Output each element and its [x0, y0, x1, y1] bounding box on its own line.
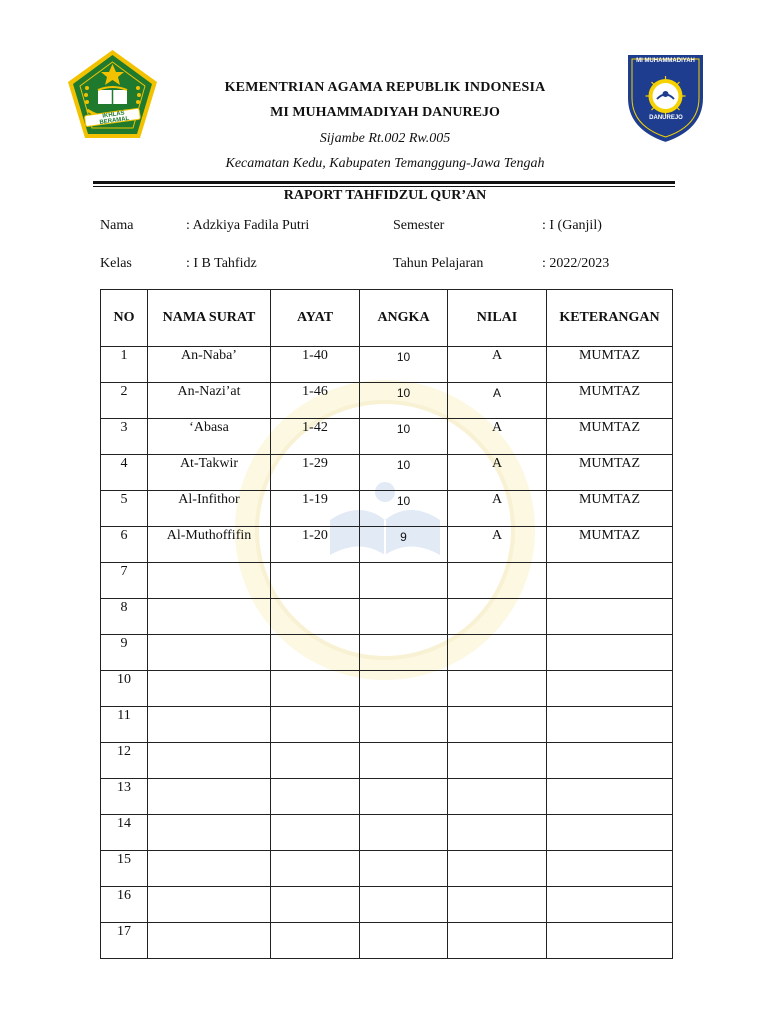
table-row [101, 743, 673, 779]
cell-nilai: A [448, 455, 547, 491]
nama-value: : Adzkiya Fadila Putri [186, 218, 310, 233]
cell-nilai [448, 779, 547, 815]
cell-nilai [448, 887, 547, 923]
cell-ayat [271, 707, 360, 743]
cell-ayat [271, 635, 360, 671]
tahun-label: Tahun Pelajaran [393, 256, 484, 271]
cell-ayat: 1-40 [271, 347, 360, 383]
cell-keterangan: MUMTAZ [547, 491, 673, 527]
table-row [101, 887, 673, 923]
table-row [101, 779, 673, 815]
cell-angka [360, 563, 448, 599]
table-row [101, 599, 673, 635]
cell-angka: 10 [360, 383, 448, 419]
table-row [101, 815, 673, 851]
cell-angka [360, 635, 448, 671]
cell-nama-surat: An-Naba’ [148, 347, 271, 383]
cell-nama-surat [148, 671, 271, 707]
cell-keterangan: MUMTAZ [547, 455, 673, 491]
cell-nilai [448, 743, 547, 779]
cell-nilai [448, 599, 547, 635]
mi-muhammadiyah-logo-icon [623, 46, 708, 146]
cell-nama-surat: At-Takwir [148, 455, 271, 491]
cell-no: 5 [101, 491, 148, 527]
header-ayat: AYAT [271, 290, 360, 347]
cell-nama-surat: Al-Infithor [148, 491, 271, 527]
cell-nama-surat [148, 563, 271, 599]
cell-angka [360, 671, 448, 707]
cell-ayat [271, 563, 360, 599]
cell-nama-surat [148, 599, 271, 635]
cell-nama-surat [148, 743, 271, 779]
cell-ayat [271, 743, 360, 779]
cell-angka: 9 [360, 527, 448, 563]
cell-keterangan [547, 779, 673, 815]
cell-nilai: A [448, 491, 547, 527]
cell-ayat [271, 671, 360, 707]
cell-nama-surat [148, 707, 271, 743]
cell-no: 11 [101, 707, 148, 743]
cell-ayat [271, 599, 360, 635]
cell-nilai [448, 563, 547, 599]
nama-label: Nama [100, 218, 134, 233]
cell-no: 9 [101, 635, 148, 671]
table-row [101, 851, 673, 887]
cell-no: 6 [101, 527, 148, 563]
logo-banner-text: IKHLAS BERAMAL [99, 110, 130, 127]
table-row [101, 455, 673, 491]
table-row [101, 923, 673, 959]
cell-nama-surat [148, 815, 271, 851]
cell-ayat [271, 923, 360, 959]
cell-ayat [271, 851, 360, 887]
cell-no: 10 [101, 671, 148, 707]
cell-ayat: 1-29 [271, 455, 360, 491]
semester-label: Semester [393, 218, 445, 233]
cell-nilai: A [448, 527, 547, 563]
kelas-value: : I B Tahfidz [186, 256, 257, 271]
logo-top-text: MI MUHAMMADIYAH [636, 58, 695, 64]
cell-angka: 10 [360, 347, 448, 383]
kelas-label: Kelas [100, 256, 132, 271]
cell-ayat [271, 887, 360, 923]
header-no: NO [101, 290, 148, 347]
cell-nilai [448, 635, 547, 671]
cell-nilai: A [448, 419, 547, 455]
cell-angka [360, 851, 448, 887]
cell-nilai: A [448, 347, 547, 383]
cell-keterangan [547, 635, 673, 671]
cell-keterangan [547, 671, 673, 707]
table-row [101, 671, 673, 707]
cell-angka [360, 599, 448, 635]
cell-nama-surat: Al-Muthoffifin [148, 527, 271, 563]
cell-angka [360, 743, 448, 779]
logo-bottom-text: DANUREJO [649, 115, 683, 121]
cell-angka [360, 923, 448, 959]
table-row [101, 707, 673, 743]
table-row [101, 383, 673, 419]
tahfidz-table [100, 289, 673, 959]
table-row [101, 419, 673, 455]
cell-keterangan [547, 923, 673, 959]
cell-ayat: 1-42 [271, 419, 360, 455]
header-address: Sijambe Rt.002 Rw.005 [319, 131, 451, 146]
cell-angka [360, 707, 448, 743]
cell-ayat: 1-19 [271, 491, 360, 527]
cell-ayat [271, 815, 360, 851]
header-keterangan: KETERANGAN [547, 290, 673, 347]
cell-no: 7 [101, 563, 148, 599]
cell-keterangan [547, 887, 673, 923]
tahun-value: : 2022/2023 [542, 256, 610, 271]
cell-angka [360, 779, 448, 815]
cell-no: 17 [101, 923, 148, 959]
table-row [101, 635, 673, 671]
cell-angka: 10 [360, 491, 448, 527]
semester-value: : I (Ganjil) [542, 218, 602, 233]
kemenag-logo-icon [65, 48, 160, 143]
cell-no: 4 [101, 455, 148, 491]
cell-keterangan: MUMTAZ [547, 527, 673, 563]
cell-angka: 10 [360, 419, 448, 455]
cell-no: 1 [101, 347, 148, 383]
cell-no: 13 [101, 779, 148, 815]
cell-keterangan [547, 563, 673, 599]
cell-keterangan: MUMTAZ [547, 383, 673, 419]
cell-angka [360, 815, 448, 851]
cell-nama-surat [148, 923, 271, 959]
report-title: RAPORT TAHFIDZUL QUR’AN [283, 188, 487, 203]
cell-nilai [448, 851, 547, 887]
cell-keterangan: MUMTAZ [547, 347, 673, 383]
header-divider-thick [93, 181, 675, 184]
cell-keterangan [547, 851, 673, 887]
cell-keterangan [547, 743, 673, 779]
table-row [101, 491, 673, 527]
header-district: Kecamatan Kedu, Kabupaten Temanggung-Jawa Tengah [225, 156, 545, 171]
cell-nama-surat: ‘Abasa [148, 419, 271, 455]
cell-keterangan [547, 599, 673, 635]
header-school: MI MUHAMMADIYAH DANUREJO [270, 105, 500, 120]
cell-no: 12 [101, 743, 148, 779]
cell-no: 8 [101, 599, 148, 635]
cell-nama-surat [148, 635, 271, 671]
cell-no: 16 [101, 887, 148, 923]
header-divider-thin [93, 186, 675, 187]
cell-nilai [448, 707, 547, 743]
header-nilai: NILAI [448, 290, 547, 347]
cell-no: 15 [101, 851, 148, 887]
cell-angka: 10 [360, 455, 448, 491]
table-header-row [101, 290, 673, 347]
header-angka: ANGKA [360, 290, 448, 347]
cell-nilai: A [448, 383, 547, 419]
cell-nama-surat: An-Nazi’at [148, 383, 271, 419]
table-row [101, 347, 673, 383]
cell-keterangan: MUMTAZ [547, 419, 673, 455]
cell-no: 2 [101, 383, 148, 419]
cell-nama-surat [148, 887, 271, 923]
cell-nama-surat [148, 779, 271, 815]
cell-nilai [448, 923, 547, 959]
table-row [101, 563, 673, 599]
cell-angka [360, 887, 448, 923]
cell-ayat: 1-20 [271, 527, 360, 563]
cell-keterangan [547, 815, 673, 851]
cell-ayat: 1-46 [271, 383, 360, 419]
cell-no: 14 [101, 815, 148, 851]
cell-no: 3 [101, 419, 148, 455]
table-row [101, 527, 673, 563]
cell-nilai [448, 815, 547, 851]
cell-nama-surat [148, 851, 271, 887]
cell-ayat [271, 779, 360, 815]
header-ministry: KEMENTRIAN AGAMA REPUBLIK INDONESIA [224, 80, 546, 95]
header-nama-surat: NAMA SURAT [148, 290, 271, 347]
cell-keterangan [547, 707, 673, 743]
cell-nilai [448, 671, 547, 707]
